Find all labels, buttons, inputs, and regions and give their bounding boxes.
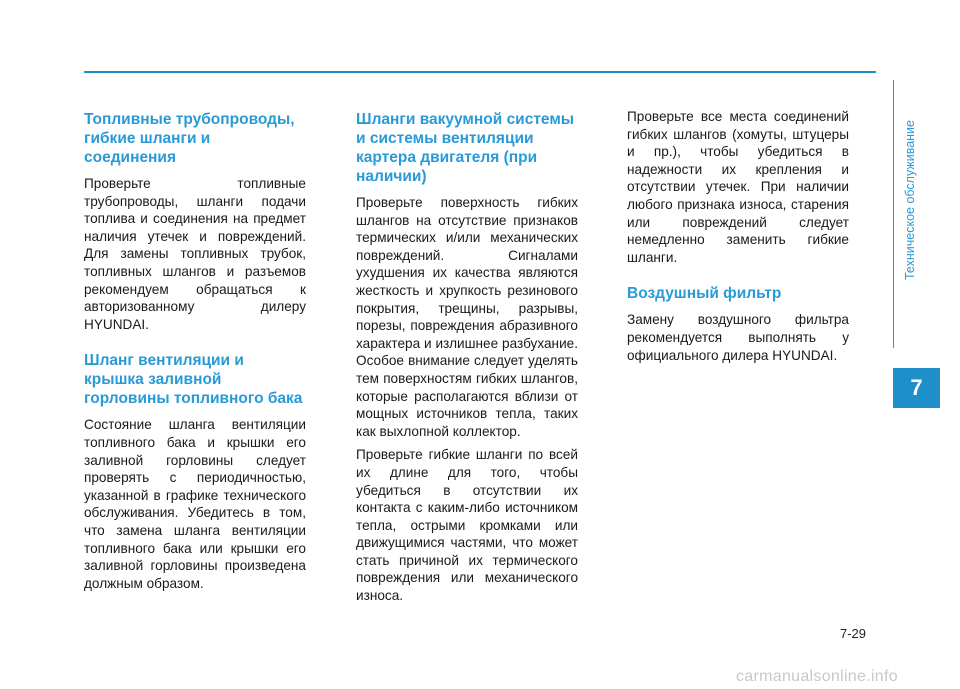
column-left	[84, 110, 306, 592]
section-heading-vent-hose: Шланг вентиляции и крышка заливной горловины топливного бака	[84, 352, 303, 408]
section-text-vacuum-hoses-2: Проверьте гибкие шланги по всей их длине для того, чтобы убедиться в отсутствии их контакта с каким-либо источником тепла, острыми кромками или движущимися частями, что может стать причиной их термического повреждения или механического износа.	[356, 447, 578, 604]
section-text-vacuum-hoses-1: Проверьте поверхность гибких шлангов на отсутствие признаков термических и/или механических повреждений. Сигналами ухудшения их качества являются жесткость и хрупкость резинового покрытия, трещины, разрывы, порезы, повреждения абразивного характера и излишнее разбухание. Особое внимание следует уделять тем поверхностям гибких шлангов, которые располагаются вблизи от мощных источников тепла, таких как выхлопной коллектор.	[356, 195, 578, 439]
watermark: carmanualsonline.info	[736, 668, 898, 685]
column-right	[627, 108, 849, 364]
sidebar-section-title: Техническое обслуживание	[903, 120, 917, 280]
section-heading-air-filter: Воздушный фильтр	[627, 285, 782, 303]
section-text-fuel-lines: Проверьте топливные трубопроводы, шланги подачи топлива и соединения на предмет наличия утечек и повреждений. Для замены топливных трубок, топливных шлангов и разъемов рекомендуем обращаться к авторизованному дилеру HYUNDAI.	[84, 176, 306, 332]
chapter-badge: 7	[893, 368, 940, 408]
page-number: 7-29	[840, 626, 867, 641]
section-heading-fuel-lines: Топливные трубопроводы, гибкие шланги и соединения	[84, 111, 295, 166]
section-text-vacuum-hoses-3: Проверьте все места соединений гибких шлангов (хомуты, штуцеры и пр.), чтобы убедиться в надежности их крепления и отсутствии утечек. При наличии любого признака износа, старения или повреждений следует немедленно заменить гибкие шланги.	[627, 109, 849, 265]
section-heading-vacuum-hoses: Шланги вакуумной системы и системы вентиляции картера двигателя (при наличии)	[356, 111, 575, 185]
section-text-air-filter: Замену воздушного фильтра рекомендуется выполнять у официального дилера HYUNDAI.	[627, 312, 849, 363]
section-text-vent-hose: Состояние шланга вентиляции топливного бака и крышки его заливной горловины следует проверять с периодичностью, указанной в графике технического обслуживания. Убедитесь в том, что замена шланга вентиляции топливного бака или крышки его заливной горловины произведена должным образом.	[84, 417, 306, 591]
sidebar-divider	[893, 80, 894, 348]
column-middle	[356, 110, 578, 605]
top-divider	[84, 71, 876, 73]
